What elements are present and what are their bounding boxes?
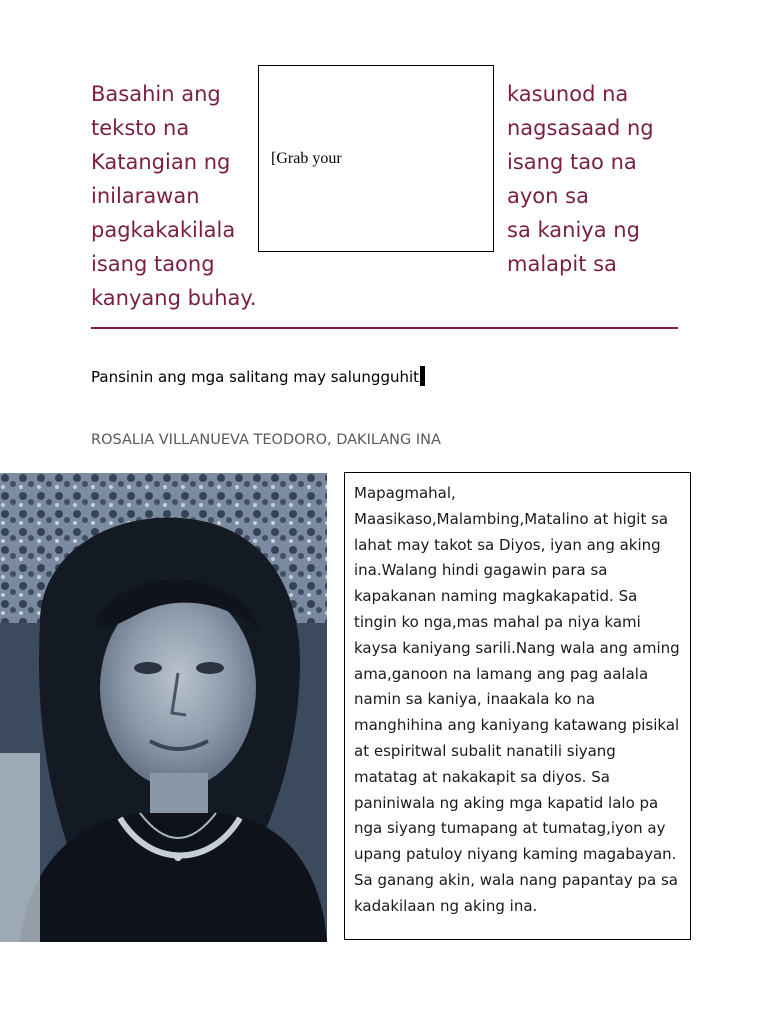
heading-line: kasunod na bbox=[507, 82, 629, 106]
heading-line: Katangian ng bbox=[91, 150, 231, 174]
heading-line: nagsasaad ng bbox=[507, 116, 654, 140]
heading-line: malapit sa bbox=[507, 252, 617, 276]
body-line: at espiritwal subalit nanatili siyang bbox=[354, 741, 616, 760]
heading-line: isang tao na bbox=[507, 150, 637, 174]
heading-line: ayon sa bbox=[507, 184, 589, 208]
heading-line: sa kaniya ng bbox=[507, 218, 640, 242]
body-line: Maasikaso,Malambing,Matalino at higit sa bbox=[354, 509, 669, 528]
section-subtitle: ROSALIA VILLANUEVA TEODORO, DAKILANG INA bbox=[91, 432, 441, 448]
body-line: tingin ko nga,mas mahal pa niya kami bbox=[354, 612, 641, 631]
body-line: nga siyang tumapang at tumatag,iyon ay bbox=[354, 819, 666, 838]
heading-divider bbox=[91, 327, 678, 329]
pull-quote-text: [Grab your bbox=[271, 150, 342, 167]
body-line: ama,ganoon na lamang ang pag aalala bbox=[354, 664, 649, 683]
heading-line: teksto na bbox=[91, 116, 190, 140]
body-line: paniniwala ng aking mga kapatid lalo pa bbox=[354, 793, 659, 812]
heading-right-column bbox=[507, 77, 654, 281]
body-line: kapakanan naming magkakapatid. Sa bbox=[354, 587, 638, 606]
instruction-line[interactable] bbox=[91, 366, 425, 386]
body-line: upang patuloy niyang kaming magabayan. bbox=[354, 845, 677, 864]
text-cursor bbox=[420, 366, 425, 386]
portrait-photo bbox=[0, 473, 327, 942]
heading-line: Basahin ang bbox=[91, 82, 221, 106]
heading-line: kanyang buhay. bbox=[91, 286, 257, 310]
instruction-text: Pansinin ang mga salitang may salungguhit bbox=[91, 368, 420, 386]
pull-quote-box[interactable] bbox=[258, 65, 494, 252]
body-paragraph bbox=[354, 481, 684, 920]
body-line: kadakilaan ng aking ina. bbox=[354, 896, 538, 915]
body-line: kaysa kaniyang sarili.Nang wala ang aming bbox=[354, 638, 680, 657]
body-text-box[interactable] bbox=[344, 472, 691, 940]
body-line: lahat may takot sa Diyos, iyan ang aking bbox=[354, 535, 661, 554]
heading-line: isang taong bbox=[91, 252, 215, 276]
heading-line: pagkakakilala bbox=[91, 218, 236, 242]
body-line: matatag at nakakapit sa diyos. Sa bbox=[354, 767, 610, 786]
body-line: namin sa kaniya, inaakala ko na bbox=[354, 690, 596, 709]
heading-left-column bbox=[91, 77, 257, 315]
body-line: manghihina ang kaniyang katawang pisikal bbox=[354, 716, 680, 735]
body-line: Sa ganang akin, wala nang papantay pa sa bbox=[354, 870, 679, 889]
body-line: ina.Walang hindi gagawin para sa bbox=[354, 561, 608, 580]
heading-line: inilarawan bbox=[91, 184, 200, 208]
body-line: Mapagmahal, bbox=[354, 484, 456, 502]
